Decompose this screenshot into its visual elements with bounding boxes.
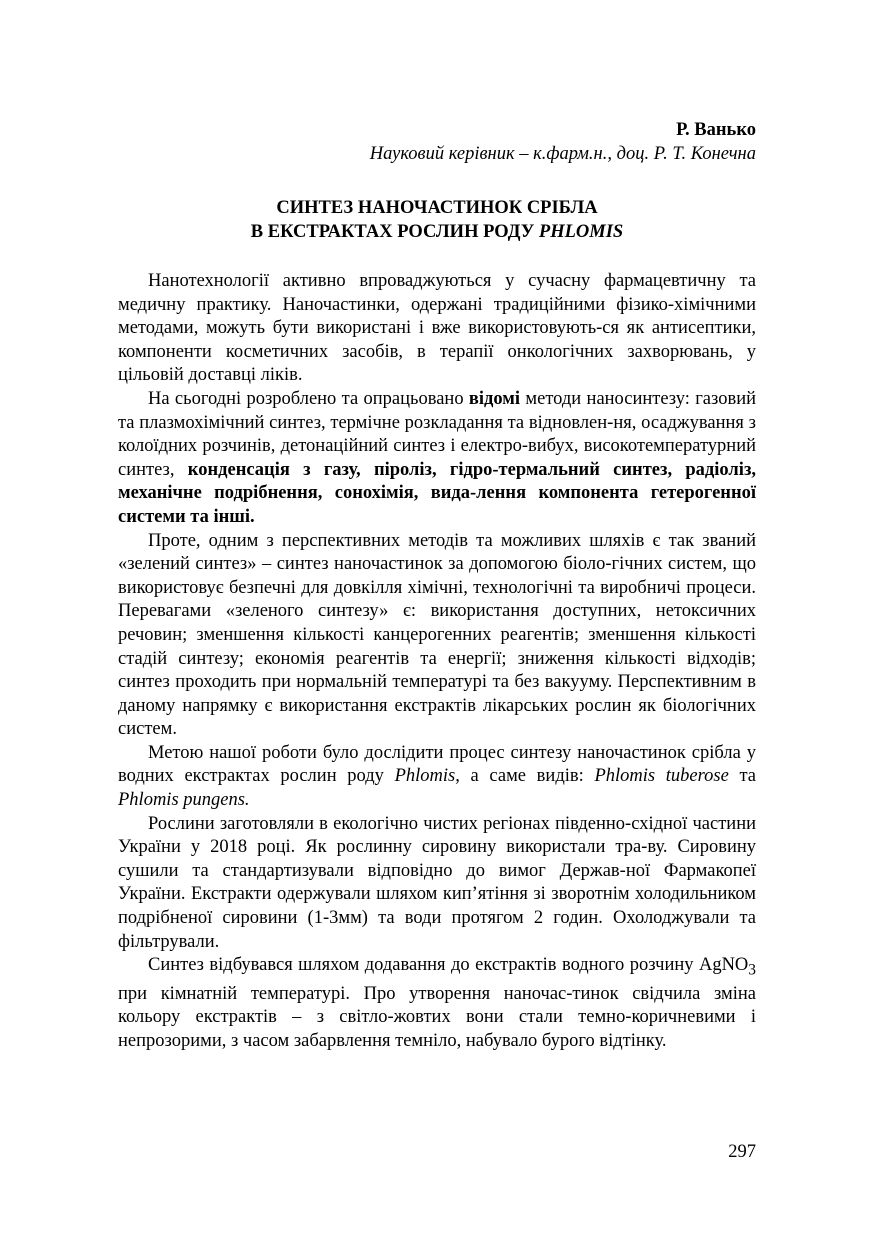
paragraph-aim-species-2: Phlomis pungens. — [118, 790, 250, 811]
paragraph-aim-genus: Phlomis — [394, 766, 456, 787]
paragraph-green-synthesis: Проте, одним з перспективних методів та можливих шляхів є так званий «зелений синтез» – синтез наночастинок за допомогою біоло-гічних систем, що використовує безпечні для довкілля хімічні, технологічні та виробничі процеси. Перевагами «зеленого синтезу» є: використання доступних, нетоксичних речовин; зменшення кількості канцерогенних реагентів; зменшення кількості стадій синтезу; економія реагентів та енергії; зниження кількості відходів; синтез проходить при нормальній температурі та без вакууму. Перспективним в даному напрямку є використання екстрактів лікарських рослин як біологічних систем. — [118, 530, 756, 740]
title-line-1: СИНТЕЗ НАНОЧАСТИНОК СРІБЛА — [276, 198, 598, 218]
title-genus: PHLOMIS — [538, 222, 624, 242]
paragraph-aim-part-a: Метою нашої роботи було дослідити процес синтезу наночастинок срібла у водних екстрактах рослин роду — [118, 742, 756, 787]
paragraph-methods-part-a: На сьогодні розроблено та опрацьовано — [148, 388, 469, 409]
author-name: Р. Ванько — [676, 120, 756, 140]
paragraph-methods-bold-list: конденсація з газу, піроліз, гідро-термальний синтез, радіоліз, механічне подрібнення, сонохімія, вида-лення компонента гетерогенної системи та інші. — [118, 459, 757, 527]
paragraph-intro: Нанотехнології активно впроваджуються у сучасну фармацевтичну та медичну практику. Наночастинки, одержані традиційними фізико-хімічними методами, можуть бути використані і вже використовують-ся як антисептики, компоненти косметичних засобів, в терапії онкологічних захворювань, у цільовій доставці ліків. — [118, 271, 756, 386]
paragraph-aim-part-e: та — [728, 766, 756, 787]
paragraph-synthesis — [118, 954, 756, 1053]
paragraph-aim — [118, 742, 756, 813]
paragraph-methods — [118, 388, 756, 530]
paragraph-methods-part-c: методи наносинтезу: газовий та плазмохімічний синтез, термічне розкладання та відновлен-ня, осаджування з колоїдних розчинів, детонаційний синтез і електро-вибух, високотемпературний синтез, — [118, 388, 756, 480]
page-content — [118, 118, 756, 1053]
paragraph-aim-part-c: , а саме видів: — [455, 766, 595, 787]
paragraph-materials: Рослини заготовляли в екологічно чистих регіонах південно-східної частини України у 2018 році. Як рослинну сировину використали тра-ву. Сировину сушили та стандартизували відповідно до вимог Держав-ної Фармакопеї України. Екстракти одержували шляхом кип’ятіння зі зворотнім холодильником подрібненої сировини (1-3мм) та води протягом 2 годин. Охолоджували та фільтрували. — [118, 813, 756, 952]
page-number: 297 — [728, 1142, 756, 1162]
title-line-2-prefix: В ЕКСТРАКТАХ РОСЛИН РОДУ — [250, 222, 539, 242]
paragraph-synthesis-part-a: Синтез відбувався шляхом додавання до екстрактів водного розчину AgNO — [148, 955, 749, 976]
paragraph-synthesis-subscript: 3 — [748, 961, 756, 979]
scientific-advisor: Науковий керівник – к.фарм.н., доц. Р. Т. Конечна — [369, 144, 756, 164]
paragraph-aim-species-1: Phlomis tuberose — [594, 766, 729, 787]
article-body — [118, 270, 756, 1053]
paragraph-synthesis-part-b: при кімнатній температурі. Про утворення наночас-тинок свідчила зміна кольору екстрактів – з світло-жовтих вони стали темно-коричневими і непрозорими, з часом забарвлення темніло, набувало бурого відтінку. — [118, 983, 756, 1051]
title-line-2 — [118, 220, 756, 244]
paragraph-methods-bold-word: відомі — [468, 388, 521, 409]
article-title — [118, 196, 756, 244]
